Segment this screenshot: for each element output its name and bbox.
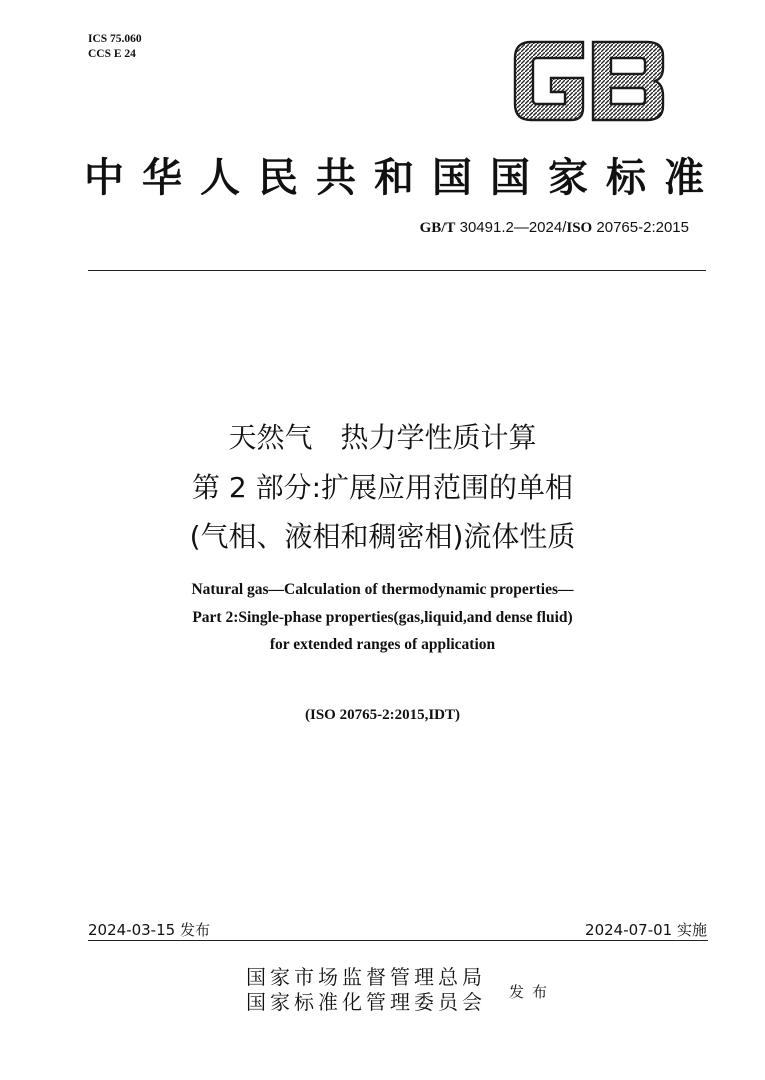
standard-body: 30491.2—2024/ — [459, 219, 567, 236]
standard-number — [420, 219, 689, 237]
bottom-divider — [88, 940, 708, 941]
ics-code: ICS 75.060 — [88, 33, 142, 45]
gb-logo — [513, 40, 665, 122]
classification-codes — [88, 32, 142, 62]
top-divider — [88, 270, 706, 271]
english-title-line-3: for extended ranges of application — [269, 636, 496, 653]
logo-g-shape — [515, 42, 583, 120]
equivalence-note: (ISO 20765-2:2015,IDT) — [304, 707, 460, 723]
english-title-line-2: Part 2:Single-phase properties(gas,liquid,and dense fluid) — [192, 609, 573, 626]
country-standard-title: 中华人民共和国国家标准 — [84, 154, 722, 201]
publish-label: 发布 — [509, 983, 556, 1001]
issuer-line-2: 国家标准化管理委员会 — [246, 990, 486, 1014]
logo-b-shape — [593, 42, 663, 120]
standard-iso: ISO — [566, 220, 593, 236]
standard-iso-body: 20765-2:2015 — [596, 219, 689, 236]
chinese-title-line-2: 第 2 部分:扩展应用范围的单相 — [191, 471, 574, 504]
ccs-code: CCS E 24 — [88, 48, 136, 60]
implementation-date: 2024-07-01 实施 — [585, 921, 707, 939]
chinese-title-line-1: 天然气 热力学性质计算 — [228, 421, 537, 454]
standard-prefix: GB/T — [419, 220, 456, 236]
issuer-line-1: 国家市场监督管理总局 — [246, 965, 486, 989]
english-title-line-1: Natural gas—Calculation of thermodynamic properties— — [191, 581, 574, 598]
issue-date: 2024-03-15 发布 — [88, 921, 210, 939]
chinese-title-line-3: (气相、液相和稠密相)流体性质 — [189, 520, 576, 553]
